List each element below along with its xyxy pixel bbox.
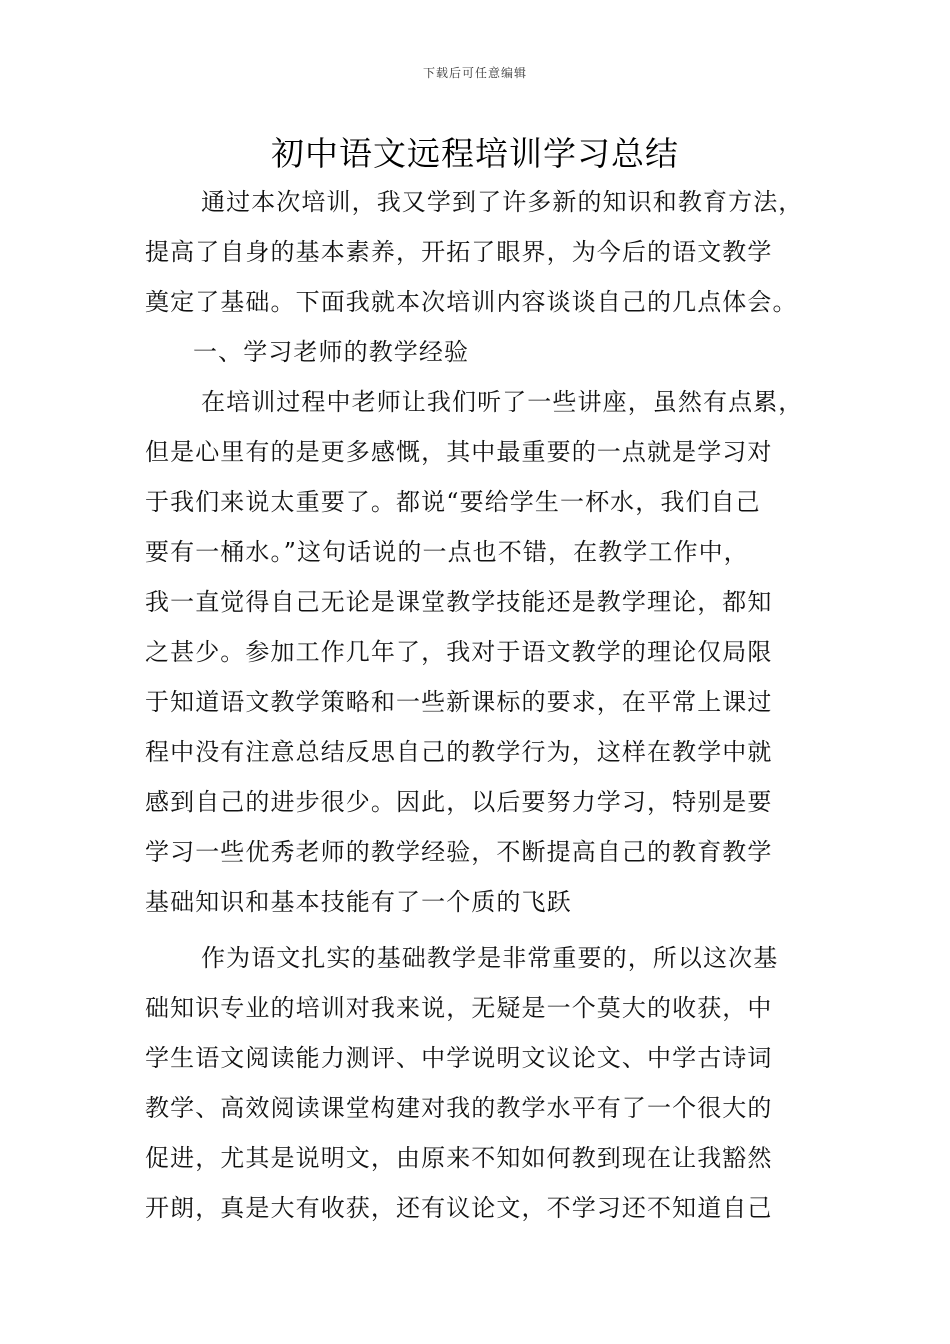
paragraph-line: 教学、高效阅读课堂构建对我的教学水平有了一个很大的 — [145, 1094, 773, 1122]
paragraph-line: 作为语文扎实的基础教学是非常重要的，所以这次基 — [201, 944, 779, 972]
paragraph-line: 开朗，真是大有收获，还有议论文，不学习还不知道自己 — [145, 1194, 773, 1222]
paragraph-line: 要有一桶水。”这句话说的一点也不错，在教学工作中， — [145, 538, 749, 566]
paragraph-line: 促进，尤其是说明文，由原来不知如何教到现在让我豁然 — [145, 1144, 773, 1172]
paragraph-line: 提高了自身的基本素养，开拓了眼界，为今后的语文教学 — [145, 238, 773, 266]
section-heading: 一、学习老师的教学经验 — [193, 338, 470, 366]
paragraph-line: 学习一些优秀老师的教学经验，不断提高自己的教育教学 — [145, 838, 773, 866]
header-note: 下载后可任意编辑 — [422, 66, 527, 80]
paragraph-line: 通过本次培训，我又学到了许多新的知识和教育方法， — [201, 188, 804, 216]
paragraph-line: 学生语文阅读能力测评、中学说明文议论文、中学古诗词 — [145, 1044, 773, 1072]
paragraph-line: 感到自己的进步很少。因此，以后要努力学习，特别是要 — [145, 788, 773, 816]
paragraph-line: 之甚少。参加工作几年了，我对于语文教学的理论仅局限 — [145, 638, 773, 666]
paragraph-line: 于知道语文教学策略和一些新课标的要求，在平常上课过 — [145, 688, 773, 716]
document-title: 初中语文远程培训学习总结 — [271, 134, 679, 173]
document-body — [145, 177, 815, 1233]
paragraph-line: 奠定了基础。下面我就本次培训内容谈谈自己的几点体会。 — [145, 288, 798, 316]
paragraph-line: 但是心里有的是更多感慨，其中最重要的一点就是学习对 — [145, 438, 773, 466]
paragraph-line: 础知识专业的培训对我来说，无疑是一个莫大的收获，中 — [145, 994, 773, 1022]
paragraph-line: 基础知识和基本技能有了一个质的飞跃 — [145, 888, 572, 916]
paragraph-line: 于我们来说太重要了。都说“要给学生一杯水，我们自己 — [145, 488, 761, 516]
paragraph-line: 程中没有注意总结反思自己的教学行为，这样在教学中就 — [145, 738, 773, 766]
paragraph-line: 我一直觉得自己无论是课堂教学技能还是教学理论，都知 — [145, 588, 773, 616]
paragraph-line: 在培训过程中老师让我们听了一些讲座，虽然有点累， — [201, 388, 804, 416]
